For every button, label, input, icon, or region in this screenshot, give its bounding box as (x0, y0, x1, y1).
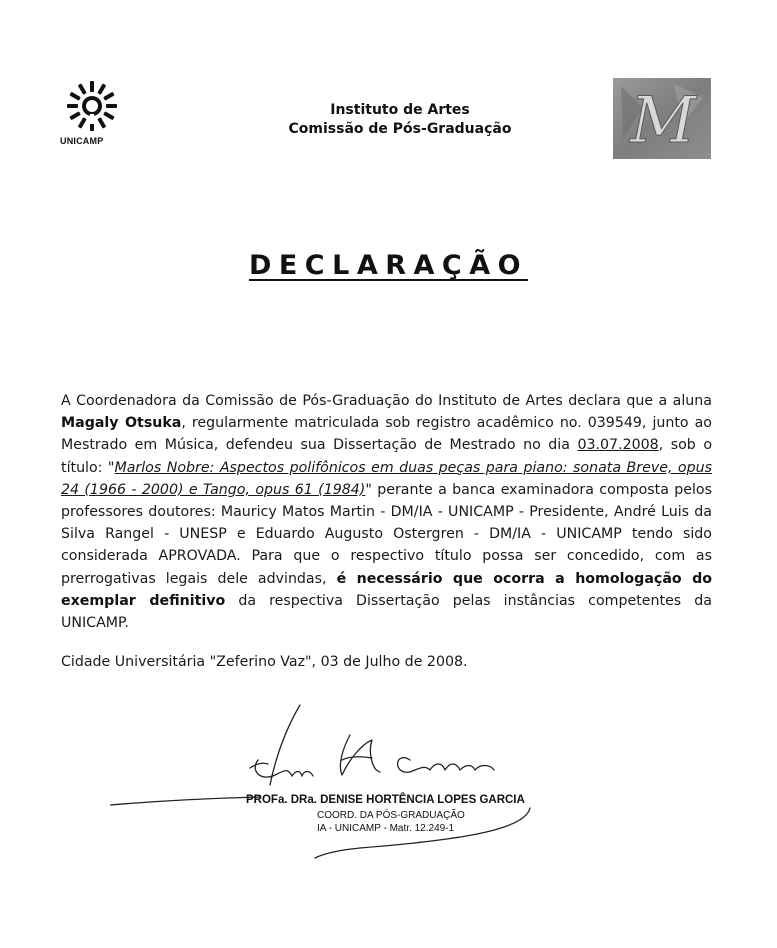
commission-name: Comissão de Pós-Graduação (288, 121, 512, 137)
music-m-logo (613, 78, 711, 159)
signatory-role: COORD. DA PÓS-GRADUAÇÃO (317, 810, 465, 821)
student-name: Magaly Otsuka (61, 415, 182, 432)
unicamp-logo-text: UNICAMP (60, 136, 104, 146)
body-part-4: " perante a banca examinadora composta pelos professores doutores: Mauricy Matos Martin - DM/IA - UNICAMP - Presidente, André Luis da Silva Rangel - UNESP e Eduardo Augusto Ostergren - DM/IA - UNICAMP tendo sido considerada APROVADA. Para que o respectivo título possa ser concedido, com as prerrogativas legais dele advindas, (61, 481, 713, 587)
title-text: DECLARAÇÃO (248, 250, 529, 281)
music-m-logo-icon (613, 78, 711, 159)
thesis-title: Marlos Nobre: Aspectos polifônicos em duas peças para piano: sonata Breve, opus 24 (1966 - 2000) e Tango, opus 61 (1984) (61, 459, 712, 498)
header (230, 101, 570, 139)
handwritten-signature (110, 690, 550, 865)
date-line: Cidade Universitária "Zeferino Vaz", 03 de Julho de 2008. (61, 654, 468, 670)
body-part-5: da respectiva Dissertação pelas instâncias competentes da UNICAMP. (61, 592, 713, 632)
defense-date: 03.07.2008 (577, 437, 659, 454)
declaration-body (61, 390, 712, 634)
signatory-name: PROFa. DRa. DENISE HORTÊNCIA LOPES GARCIA (246, 794, 525, 806)
document-title (0, 250, 777, 281)
body-part-3: , sob o título: " (61, 437, 712, 476)
unicamp-logo (60, 78, 126, 146)
homologation-requirement: é necessário que ocorra a homologação do exemplar definitivo (61, 570, 712, 609)
signatory-registration: IA - UNICAMP - Matr. 12.249-1 (317, 823, 455, 834)
unicamp-logo-icon (64, 78, 120, 134)
music-m-letter: M (630, 84, 696, 158)
body-part-1: A Coordenadora da Comissão de Pós-Graduação do Instituto de Artes declara que a aluna (61, 393, 712, 409)
body-part-2: , regularmente matriculada sob registro acadêmico no. 039549, junto ao Mestrado em Música, defendeu sua Dissertação de Mestrado no dia (61, 415, 712, 454)
institute-name: Instituto de Artes (330, 102, 470, 118)
